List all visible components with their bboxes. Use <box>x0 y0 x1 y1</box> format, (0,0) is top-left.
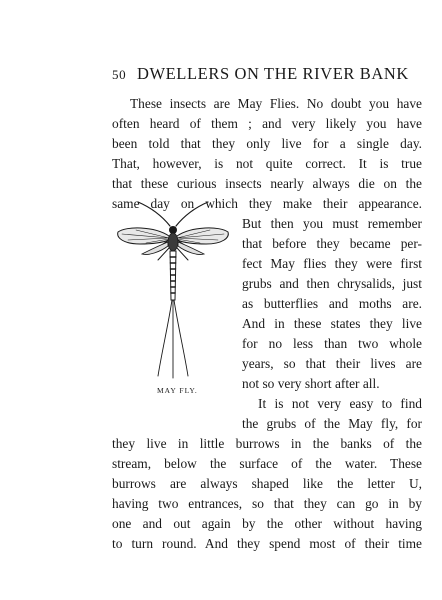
text-line: But then you must remember <box>242 216 422 231</box>
text-line: years, so that their lives are <box>242 356 422 371</box>
text-line: having two entrances, so that they can go in by <box>112 496 422 511</box>
text-line: same day on which they make their appearance. <box>112 196 422 211</box>
text-line: stream, below the surface of the water. These <box>112 456 422 471</box>
text-line: That, however, is not quite correct. It is true <box>112 156 422 171</box>
text-line: for no less than two whole <box>242 336 422 351</box>
mayfly-icon <box>114 196 232 380</box>
mayfly-illustration <box>114 196 232 380</box>
text-line: often heard of them ; and very likely you have <box>112 116 422 131</box>
text-line: one and out again by the other without having <box>112 516 422 531</box>
text-line: to turn round. And they spend most of their time <box>112 536 422 551</box>
text-line: burrows are always shaped like the letter U, <box>112 476 422 491</box>
text-line: fect May flies they were first <box>242 256 422 271</box>
page-number: 50 <box>112 67 127 82</box>
text-line: It is not very easy to find <box>258 396 422 411</box>
text-line: as butterflies and moths are. <box>242 296 422 311</box>
text-line: that before they became per- <box>242 236 422 251</box>
text-line: These insects are May Flies. No doubt you have <box>130 96 422 111</box>
text-line: the grubs of the May fly, for <box>242 416 422 431</box>
running-title: DWELLERS ON THE RIVER BANK <box>136 64 409 83</box>
text-line: not so very short after all. <box>242 376 380 391</box>
text-line: they live in little burrows in the banks of the <box>112 436 422 451</box>
text-line: grubs and then chrysalids, just <box>242 276 422 291</box>
text-line: And in these states they live <box>242 316 422 331</box>
text-line: that these curious insects nearly always die on the <box>112 176 422 191</box>
running-head <box>112 64 422 84</box>
figure-caption: MAY FLY. <box>157 386 198 395</box>
text-line: been told that they only live for a single day. <box>112 136 422 151</box>
